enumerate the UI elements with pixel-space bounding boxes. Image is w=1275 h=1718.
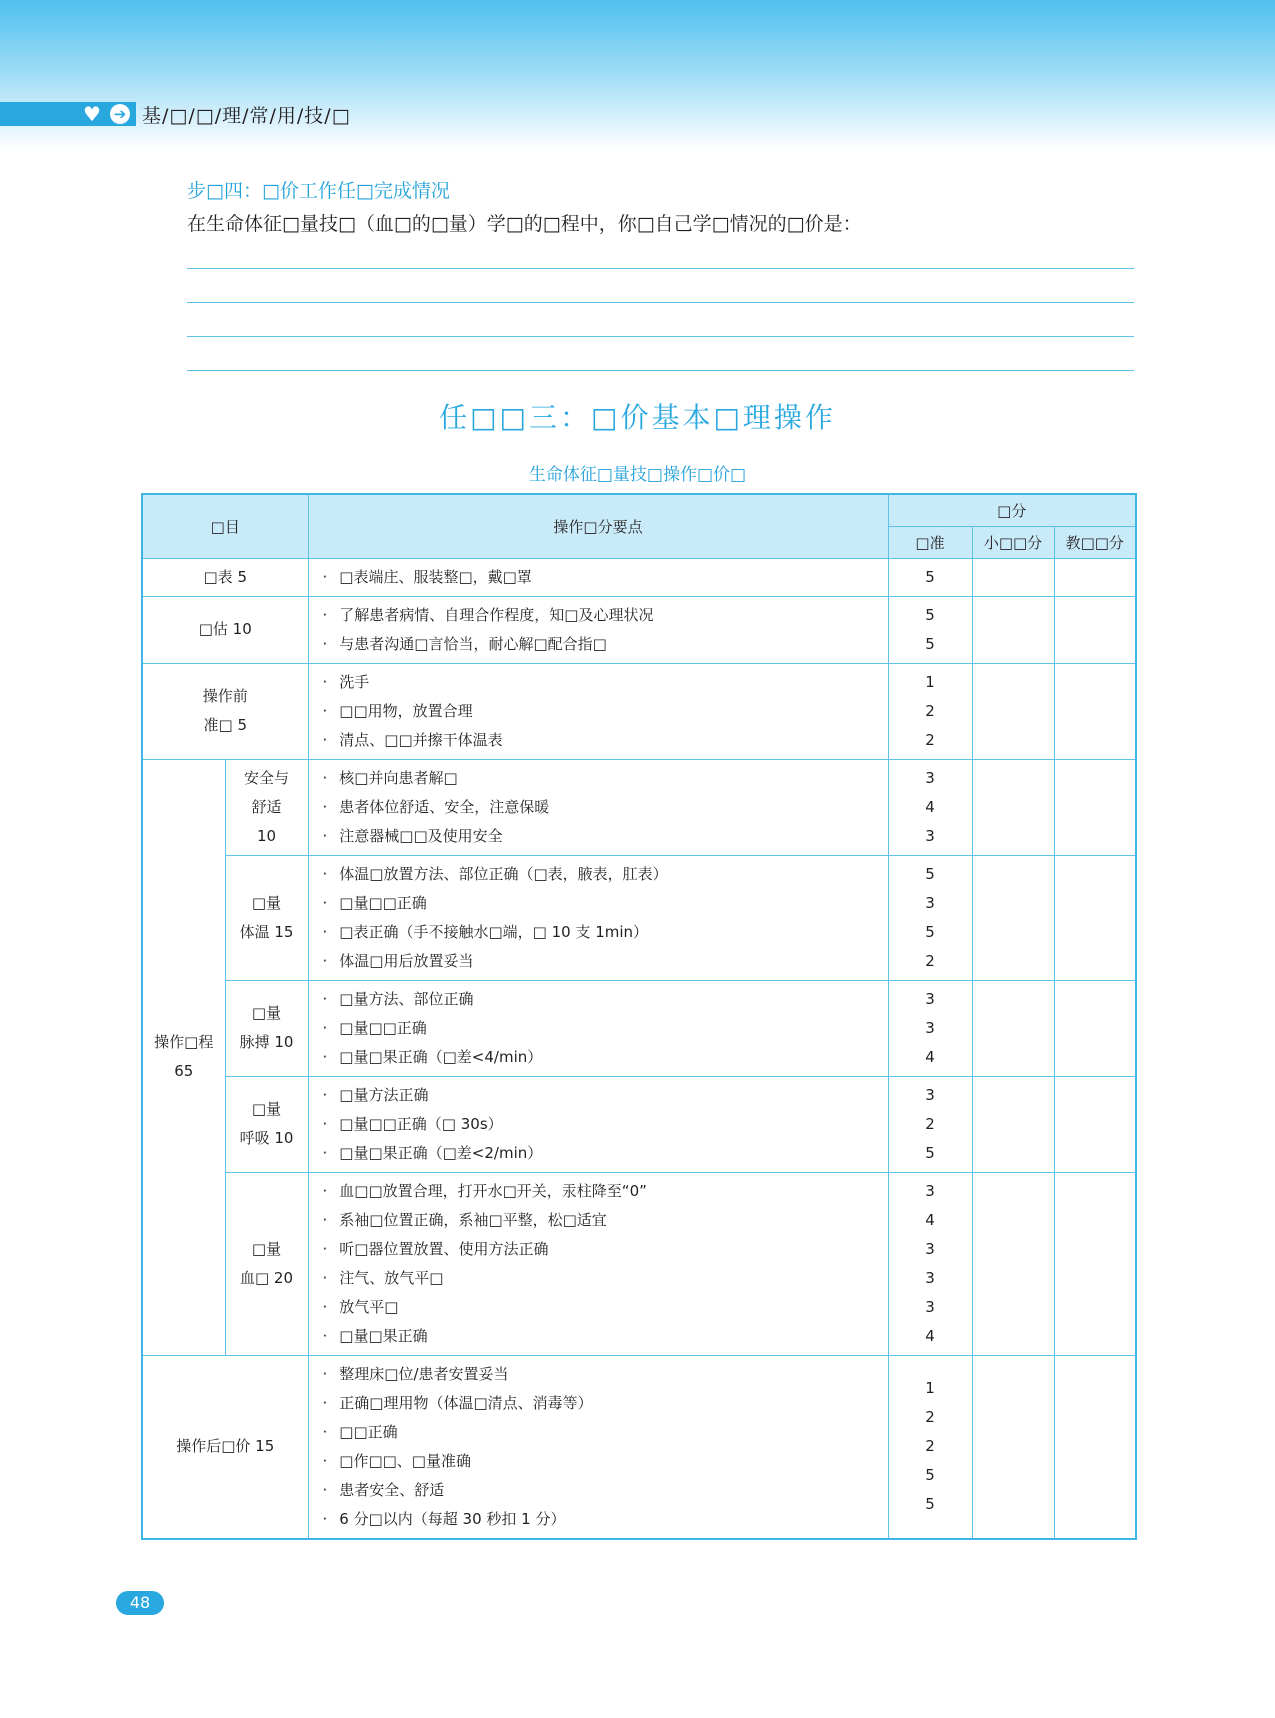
answer-line[interactable] bbox=[187, 370, 1134, 371]
item-line: · 了解患者病情、自理合作程度，知□及心理状况 bbox=[309, 601, 888, 630]
subcategory-line: 脉搏 10 bbox=[239, 1033, 294, 1051]
group-score-cell[interactable] bbox=[972, 1172, 1054, 1355]
item-line: · 正确□理用物（体温□清点、消毒等） bbox=[309, 1389, 888, 1418]
subcategory-line: 安全与 bbox=[243, 768, 289, 787]
item-line: · 核□并向患者解□ bbox=[309, 764, 888, 793]
group-score-cell[interactable] bbox=[972, 1355, 1054, 1539]
item-line: · 注气、放气平□ bbox=[309, 1264, 888, 1293]
standard-score: 3 bbox=[925, 1297, 935, 1316]
row-subcategory bbox=[225, 980, 308, 1076]
table-row bbox=[142, 759, 1136, 855]
table-row bbox=[142, 558, 1136, 596]
standard-score: 5 bbox=[925, 1495, 935, 1513]
group-score-cell[interactable] bbox=[972, 855, 1054, 980]
standard-score: 4 bbox=[925, 797, 935, 816]
item-line: · □□正确 bbox=[309, 1418, 888, 1447]
item-line: · □量方法正确 bbox=[309, 1081, 888, 1110]
row-subcategory bbox=[225, 1172, 308, 1355]
subcategory-line: 10 bbox=[256, 826, 277, 845]
table-row bbox=[142, 855, 1136, 980]
row-category bbox=[142, 663, 308, 759]
row-category: □表 5 bbox=[142, 558, 308, 596]
item-line: · □量□□正确 bbox=[309, 1014, 888, 1043]
teacher-score-cell[interactable] bbox=[1054, 663, 1136, 759]
row-scores bbox=[888, 1076, 972, 1172]
header-standard: □准 bbox=[888, 526, 972, 558]
table-row bbox=[142, 663, 1136, 759]
answer-line[interactable] bbox=[187, 336, 1134, 337]
standard-score: 3 bbox=[925, 1181, 935, 1200]
item-line: · 放气平□ bbox=[309, 1293, 888, 1322]
header-points: 操作□分要点 bbox=[308, 494, 888, 558]
teacher-score-cell[interactable] bbox=[1054, 1076, 1136, 1172]
standard-score: 5 bbox=[925, 1143, 935, 1162]
row-items bbox=[308, 596, 888, 663]
item-line: · □作□□、□量准确 bbox=[309, 1447, 888, 1476]
standard-score: 3 bbox=[925, 1018, 935, 1037]
item-line: · 与患者沟通□言恰当，耐心解□配合指□ bbox=[309, 630, 888, 659]
subcategory-line: □量 bbox=[251, 1100, 282, 1118]
subcategory-line: □量 bbox=[251, 1004, 282, 1022]
item-line: · □量□果正确 bbox=[309, 1322, 888, 1351]
teacher-score-cell[interactable] bbox=[1054, 980, 1136, 1076]
table-row bbox=[142, 1172, 1136, 1355]
item-line: · 患者安全、舒适 bbox=[309, 1476, 888, 1505]
teacher-score-cell[interactable] bbox=[1054, 759, 1136, 855]
group-score-cell[interactable] bbox=[972, 663, 1054, 759]
standard-score: 3 bbox=[925, 1268, 935, 1287]
teacher-score-cell[interactable] bbox=[1054, 1355, 1136, 1539]
step-question: 在生命体征□量技□（血□的□量）学□的□程中，你□自己学□情况的□价是： bbox=[187, 213, 862, 235]
subcategory-line: 舒适 bbox=[251, 797, 282, 816]
standard-score: 3 bbox=[925, 768, 935, 787]
teacher-score-cell[interactable] bbox=[1054, 558, 1136, 596]
page-number: 48 bbox=[116, 1591, 164, 1615]
row-items bbox=[308, 558, 888, 596]
row-items bbox=[308, 663, 888, 759]
table-row bbox=[142, 596, 1136, 663]
procedure-category bbox=[142, 759, 225, 1355]
subcategory-line: 血□ 20 bbox=[239, 1268, 294, 1287]
standard-score: 5 bbox=[925, 634, 935, 653]
group-score-cell[interactable] bbox=[972, 1076, 1054, 1172]
category-line: 65 bbox=[174, 1062, 194, 1080]
row-scores bbox=[888, 855, 972, 980]
item-line: · □量方法、部位正确 bbox=[309, 985, 888, 1014]
standard-score: 3 bbox=[925, 826, 935, 845]
score-table bbox=[141, 493, 1137, 1540]
standard-score: 5 bbox=[925, 922, 935, 941]
row-items bbox=[308, 1076, 888, 1172]
row-subcategory bbox=[225, 855, 308, 980]
item-line: · 清点、□□并擦干体温表 bbox=[309, 726, 888, 755]
category-line: 操作前 bbox=[202, 687, 248, 705]
group-score-cell[interactable] bbox=[972, 759, 1054, 855]
row-category: □估 10 bbox=[142, 596, 308, 663]
row-items bbox=[308, 980, 888, 1076]
group-score-cell[interactable] bbox=[972, 596, 1054, 663]
row-scores bbox=[888, 596, 972, 663]
row-scores bbox=[888, 759, 972, 855]
item-line: · 6 分□以内（每超 30 秒扣 1 分） bbox=[309, 1505, 888, 1534]
item-line: · □□用物，放置合理 bbox=[309, 697, 888, 726]
item-line: · □量□果正确（□差<2/min） bbox=[309, 1139, 888, 1168]
standard-score: 5 bbox=[925, 864, 935, 883]
subcategory-line: 呼吸 10 bbox=[239, 1129, 294, 1147]
standard-score: 2 bbox=[925, 951, 935, 970]
row-items bbox=[308, 1172, 888, 1355]
standard-score: 2 bbox=[925, 1408, 935, 1426]
standard-score: 4 bbox=[925, 1047, 935, 1066]
item-line: · □量□□正确 bbox=[309, 889, 888, 918]
subcategory-line: 体温 15 bbox=[239, 922, 294, 941]
heart-icon: ♥ bbox=[83, 102, 101, 126]
standard-score: 3 bbox=[925, 1085, 935, 1104]
standard-score: 1 bbox=[925, 1379, 935, 1397]
row-scores bbox=[888, 980, 972, 1076]
group-score-cell[interactable] bbox=[972, 980, 1054, 1076]
item-line: · 洗手 bbox=[309, 668, 888, 697]
row-items bbox=[308, 759, 888, 855]
header-item: □目 bbox=[142, 494, 308, 558]
item-line: · 听□器位置放置、使用方法正确 bbox=[309, 1235, 888, 1264]
standard-score: 2 bbox=[925, 1114, 935, 1133]
category-line: 操作□程 bbox=[154, 1033, 214, 1051]
item-line: · □表端庄、服装整□，戴□罩 bbox=[309, 563, 888, 592]
standard-score: 3 bbox=[925, 893, 935, 912]
table-row bbox=[142, 1076, 1136, 1172]
row-subcategory bbox=[225, 1076, 308, 1172]
category-line: 准□ 5 bbox=[203, 716, 247, 734]
item-line: · □量□果正确（□差<4/min） bbox=[309, 1043, 888, 1072]
step-title: 步□四：□价工作任□完成情况 bbox=[187, 180, 450, 202]
subcategory-line: □量 bbox=[251, 893, 282, 912]
row-items bbox=[308, 855, 888, 980]
standard-score: 4 bbox=[925, 1326, 935, 1345]
breadcrumb: 基/□/□/理/常/用/技/□ bbox=[142, 105, 351, 127]
subcategory-line: □量 bbox=[251, 1239, 282, 1258]
teacher-score-cell[interactable] bbox=[1054, 855, 1136, 980]
row-category: 操作后□价 15 bbox=[142, 1355, 308, 1539]
answer-line[interactable] bbox=[187, 302, 1134, 303]
standard-score: 4 bbox=[925, 1210, 935, 1229]
standard-score: 2 bbox=[925, 701, 935, 720]
row-items bbox=[308, 1355, 888, 1539]
answer-line[interactable] bbox=[187, 268, 1134, 269]
row-scores bbox=[888, 558, 972, 596]
item-line: · 患者体位舒适、安全，注意保暖 bbox=[309, 793, 888, 822]
task-title: 任□□三：□价基本□理操作 bbox=[439, 401, 836, 434]
table-caption: 生命体征□量技□操作□价□ bbox=[528, 465, 747, 485]
standard-score: 5 bbox=[925, 605, 935, 624]
header-score: □分 bbox=[888, 494, 1136, 526]
item-line: · 体温□放置方法、部位正确（□表，腋表，肛表） bbox=[309, 860, 888, 889]
table-row bbox=[142, 980, 1136, 1076]
row-subcategory bbox=[225, 759, 308, 855]
standard-score: 1 bbox=[925, 672, 935, 691]
standard-score: 5 bbox=[925, 567, 935, 586]
item-line: · 系袖□位置正确，系袖□平整，松□适宜 bbox=[309, 1206, 888, 1235]
row-scores bbox=[888, 663, 972, 759]
standard-score: 5 bbox=[925, 1466, 935, 1484]
group-score-cell[interactable] bbox=[972, 558, 1054, 596]
table-row bbox=[142, 1355, 1136, 1539]
item-line: · 注意器械□□及使用安全 bbox=[309, 822, 888, 851]
item-line: · 体温□用后放置妥当 bbox=[309, 947, 888, 976]
standard-score: 3 bbox=[925, 1239, 935, 1258]
teacher-score-cell[interactable] bbox=[1054, 1172, 1136, 1355]
item-line: · □表正确（手不接触水□端，□ 10 支 1min） bbox=[309, 918, 888, 947]
standard-score: 2 bbox=[925, 1437, 935, 1455]
teacher-score-cell[interactable] bbox=[1054, 596, 1136, 663]
arrow-right-icon: ➔ bbox=[110, 104, 130, 124]
header-group-score: 小□□分 bbox=[972, 526, 1054, 558]
row-scores bbox=[888, 1355, 972, 1539]
item-line: · 血□□放置合理，打开水□开关，汞柱降至“0” bbox=[309, 1177, 888, 1206]
standard-score: 2 bbox=[925, 730, 935, 749]
row-scores bbox=[888, 1172, 972, 1355]
header-teacher-score: 教□□分 bbox=[1054, 526, 1136, 558]
standard-score: 3 bbox=[925, 989, 935, 1008]
item-line: · □量□□正确（□ 30s） bbox=[309, 1110, 888, 1139]
item-line: · 整理床□位/患者安置妥当 bbox=[309, 1360, 888, 1389]
